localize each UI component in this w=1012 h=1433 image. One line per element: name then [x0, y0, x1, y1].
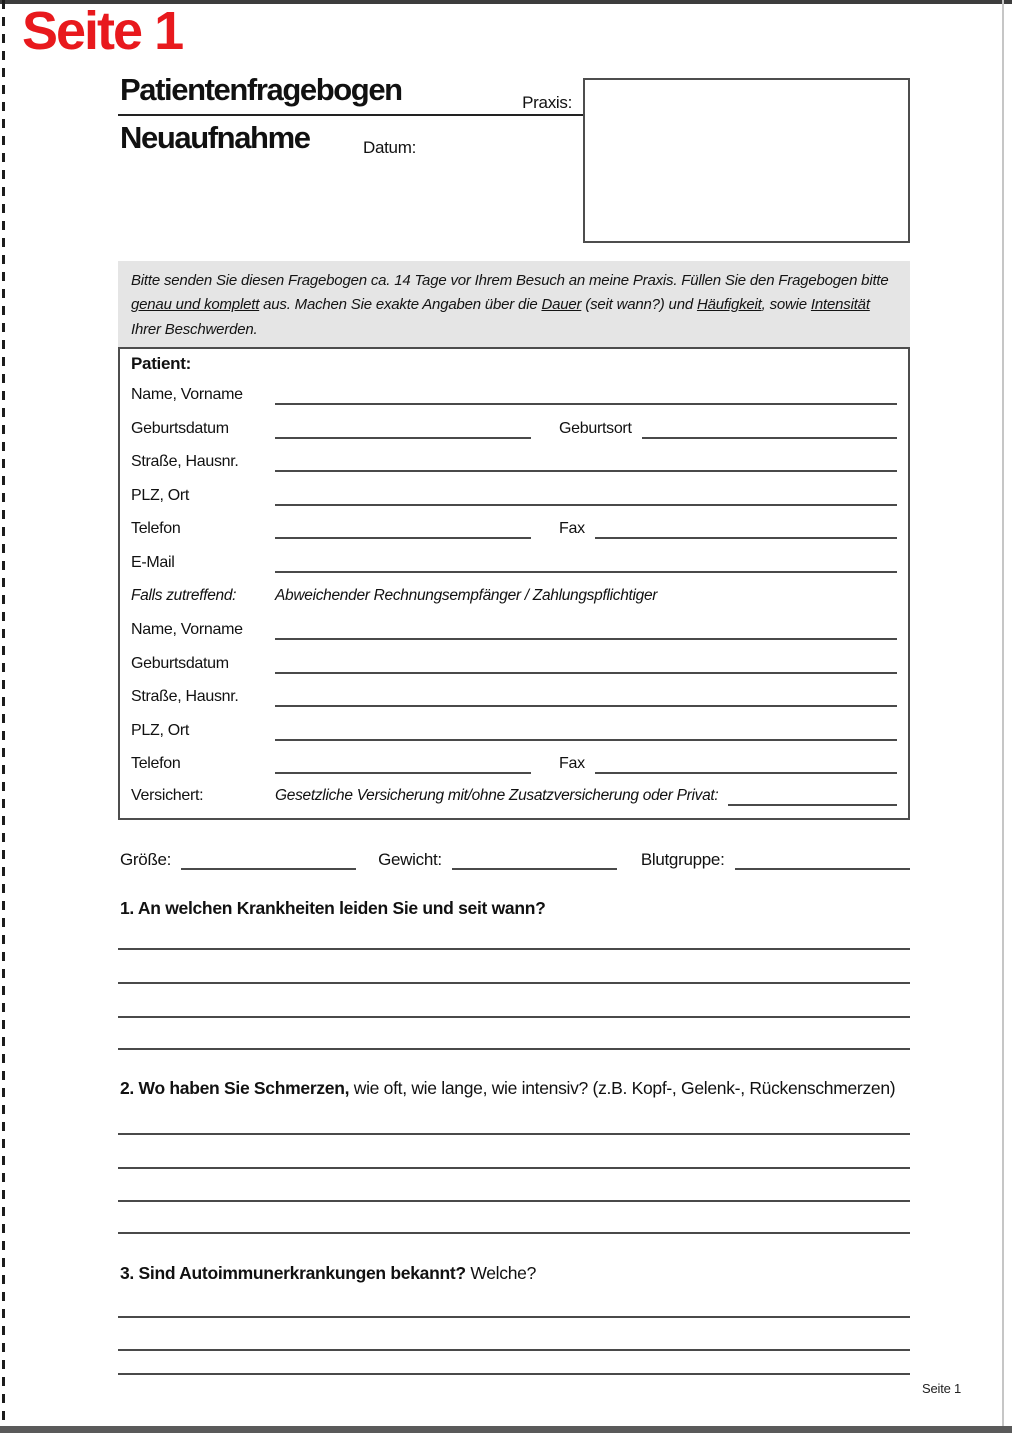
form-row-split [131, 413, 897, 439]
datum-label: Datum: [363, 138, 416, 157]
instruction-emphasis: Dauer [541, 296, 582, 314]
answer-line[interactable] [118, 1133, 910, 1135]
field-label: E-Mail [131, 554, 175, 571]
field-label: Name, Vorname [131, 386, 243, 403]
answer-line[interactable] [118, 1200, 910, 1202]
gewicht-fill-line[interactable] [452, 866, 617, 870]
fill-line[interactable] [275, 569, 897, 573]
blutgruppe-fill-line[interactable] [735, 866, 911, 870]
fill-line[interactable] [275, 670, 897, 674]
instruction-emphasis: Intensität [810, 296, 870, 314]
praxis-entry-box[interactable] [583, 78, 910, 243]
field-label: Fax [559, 755, 585, 772]
field-label: Geburtsdatum [131, 655, 229, 672]
fill-line[interactable] [275, 703, 897, 707]
field-note-text: Abweichender Rechnungsempfänger / Zahlungspflichtiger [275, 587, 658, 604]
question-heading-bold: 3. Sind Autoimmunerkrankungen bekannt? [120, 1263, 466, 1283]
field-label: Falls zutreffend: [131, 587, 237, 604]
instruction-note [118, 261, 910, 350]
fill-line[interactable] [275, 535, 531, 539]
right-page-edge [1002, 0, 1004, 1433]
form-row-full [131, 648, 897, 674]
answer-line[interactable] [118, 1232, 910, 1234]
fill-line[interactable] [275, 770, 531, 774]
left-perforation-edge [2, 0, 5, 1433]
instruction-text: Ihrer Beschwerden. [131, 320, 258, 338]
field-label: Versichert: [131, 787, 204, 804]
fill-line[interactable] [595, 535, 897, 539]
fill-line[interactable] [275, 737, 897, 741]
question-heading [120, 1076, 910, 1101]
fill-line[interactable] [275, 502, 897, 506]
form-row-split [131, 513, 897, 539]
vitals-row [120, 845, 910, 870]
instruction-text: aus. Machen Sie exakte Angaben über die [259, 296, 542, 314]
form-row-full [131, 715, 897, 741]
question-heading-regular: wie oft, wie lange, wie intensiv? (z.B. Kopf-, Gelenk-, Rückenschmerzen) [349, 1078, 896, 1098]
form-row-full [131, 681, 897, 707]
question-heading-bold: 2. Wo haben Sie Schmerzen, [120, 1078, 350, 1098]
field-label: Telefon [131, 520, 181, 537]
blutgruppe-label: Blutgruppe: [640, 850, 725, 869]
answer-line[interactable] [118, 1167, 910, 1169]
gewicht-label: Gewicht: [378, 850, 442, 869]
praxis-label: Praxis: [522, 93, 572, 112]
title-underline [118, 114, 583, 116]
question-heading [120, 1261, 910, 1286]
fill-line[interactable] [595, 770, 897, 774]
groesse-fill-line[interactable] [181, 866, 356, 870]
answer-line[interactable] [118, 1316, 910, 1318]
answer-line[interactable] [118, 1349, 910, 1351]
form-row-note [131, 580, 897, 606]
field-label: PLZ, Ort [131, 722, 190, 739]
form-row-split [131, 748, 897, 774]
question-heading [120, 896, 910, 921]
instruction-text: Bitte senden Sie diesen Fragebogen ca. 14 Tage vor Ihrem Besuch an meine Praxis. Füllen Sie den Fragebogen bitte [131, 272, 889, 289]
page-label: Seite 1 [22, 1, 183, 61]
field-note-text: Gesetzliche Versicherung mit/ohne Zusatzversicherung oder Privat: [275, 787, 719, 804]
form-title-line1: Patientenfragebogen [120, 72, 402, 107]
question-heading-bold: 1. An welchen Krankheiten leiden Sie und seit wann? [120, 898, 546, 918]
groesse-label: Größe: [120, 850, 172, 869]
field-label: Geburtsort [559, 420, 632, 437]
fill-line[interactable] [275, 401, 897, 405]
fill-line[interactable] [728, 802, 897, 806]
fill-line[interactable] [275, 636, 897, 640]
form-title-line2: Neuaufnahme [120, 120, 310, 155]
fill-line[interactable] [275, 435, 531, 439]
form-row-full [131, 379, 897, 405]
answer-line[interactable] [118, 1016, 910, 1018]
field-label: Telefon [131, 755, 181, 772]
answer-line[interactable] [118, 1048, 910, 1050]
answer-line[interactable] [118, 982, 910, 984]
field-label: Fax [559, 520, 585, 537]
form-row-full [131, 446, 897, 472]
instruction-emphasis: Häufigkeit [696, 296, 762, 314]
answer-line[interactable] [118, 948, 910, 950]
form-row-full [131, 547, 897, 573]
bottom-edge-bar [0, 1426, 1012, 1433]
fill-line[interactable] [642, 435, 897, 439]
field-label: Straße, Hausnr. [131, 453, 239, 470]
form-row-noteline [131, 780, 897, 806]
form-row-full [131, 614, 897, 640]
field-label: Name, Vorname [131, 621, 243, 638]
answer-line[interactable] [118, 1373, 910, 1375]
field-label: PLZ, Ort [131, 487, 190, 504]
question-heading-regular: Welche? [465, 1263, 537, 1283]
field-label: Geburtsdatum [131, 420, 229, 437]
footer-page-number: Seite 1 [922, 1381, 962, 1396]
instruction-text: (seit wann?) und [581, 296, 697, 314]
patient-box-title: Patient: [131, 354, 191, 373]
fill-line[interactable] [275, 468, 897, 472]
field-label: Straße, Hausnr. [131, 688, 239, 705]
instruction-emphasis: genau und komplett [131, 296, 260, 314]
form-row-full [131, 480, 897, 506]
instruction-text: , sowie [761, 296, 811, 314]
